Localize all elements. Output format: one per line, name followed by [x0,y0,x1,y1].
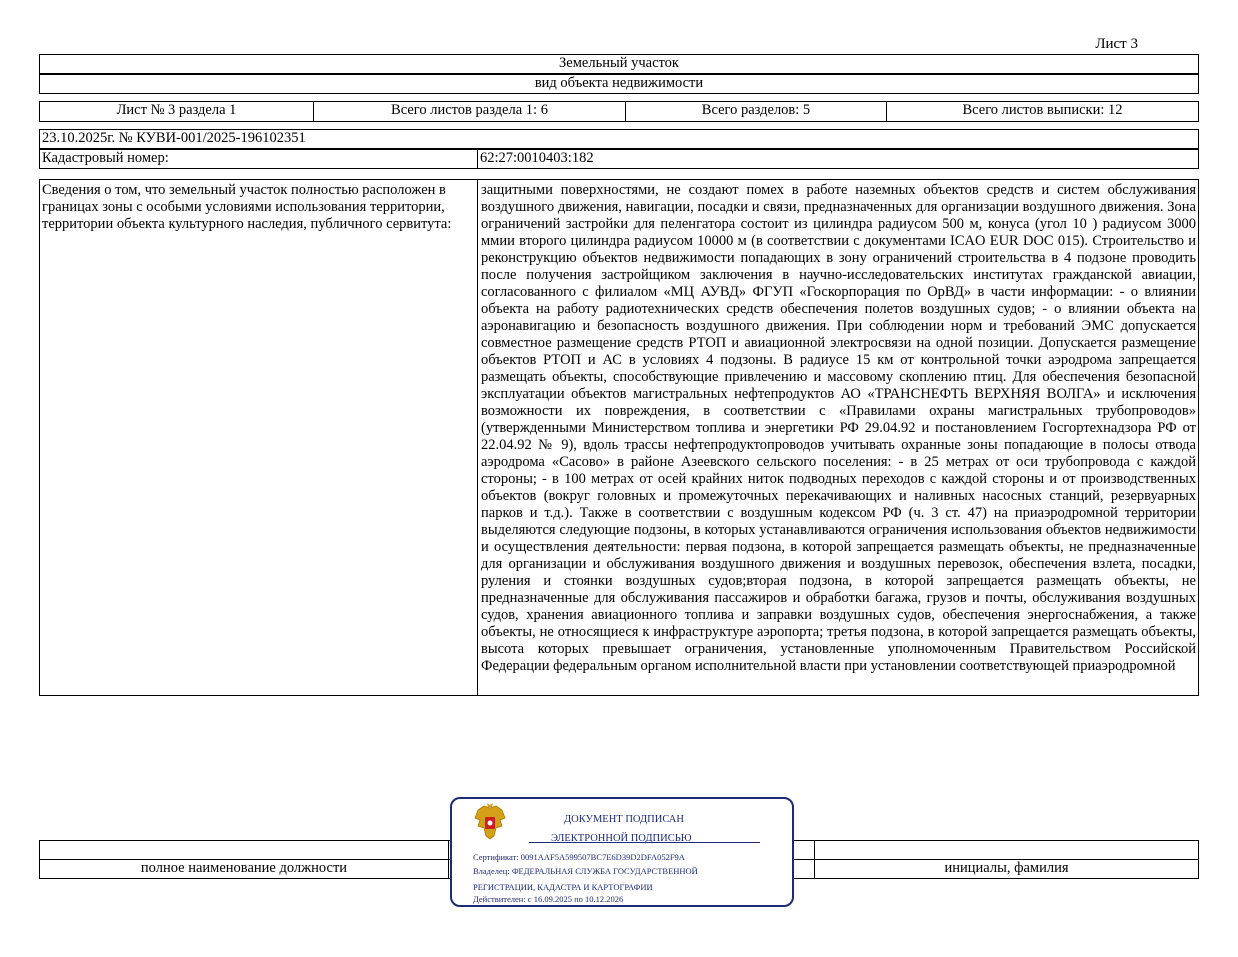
extract-date-number: 23.10.2025г. № КУВИ-001/2025-196102351 [39,129,1199,149]
stamp-owner-line1: Владелец: ФЕДЕРАЛЬНАЯ СЛУЖБА ГОСУДАРСТВЕННОЙ [473,866,698,876]
total-sections: Всего разделов: 5 [625,101,887,122]
total-sheets-extract: Всего листов выписки: 12 [886,101,1199,122]
electronic-signature-stamp [450,797,794,907]
signature-name-blank [814,840,1199,860]
object-type-caption: вид объекта недвижимости [39,74,1199,94]
coat-of-arms-icon [472,802,508,842]
cadastral-number-label: Кадастровый номер: [39,149,478,169]
zone-info-label: Сведения о том, что земельный участок полностью расположен в границах зоны с особыми условиями использования территории, территории объекта культурного наследия, публичного сервитута: [39,179,478,696]
object-title: Земельный участок [39,54,1199,74]
stamp-title-line1: ДОКУМЕНТ ПОДПИСАН [564,814,684,825]
sheet-number: Лист 3 [1095,36,1138,52]
stamp-validity: Действителен: с 16.09.2025 по 10.12.2026 [473,894,624,904]
stamp-owner-line2: РЕГИСТРАЦИИ, КАДАСТРА И КАРТОГРАФИИ [473,882,653,892]
stamp-certificate: Сертификат: 0091AAF5A599507BC7E6D39D2DFA052F9A [473,852,685,862]
stamp-title-line2: ЭЛЕКТРОННОЙ ПОДПИСЬЮ [551,833,692,844]
name-caption: инициалы, фамилия [814,859,1199,879]
position-caption: полное наименование должности [39,859,449,879]
sheet-of-section: Лист № 3 раздела 1 [39,101,314,122]
signature-position-blank [39,840,449,860]
zone-info-text: защитными поверхностями, не создают помех в работе наземных объектов средств и систем обслуживания воздушного движения, навигации, посадки и связи, предназначенных для организации воздушного движения. Зона ограничений застройки для пеленгатора состоит из цилиндра радиусом 500 м, конуса (угол 10 ) радиусом 3000 ммии второго цилиндра радиусом 10000 м (в соответствии с документами ICAO EUR DOC 015). Строительство и реконструкцию объектов недвижимости попадающих в зону ограничений строительства в 4 подзоне проводить после получения застройщиком заключения в научно-исследовательских институтах гражданской авиации, согласованного с филиалом «МЦ АУВД» ФГУП «Госкорпорация по ОрВД» в части информации: - о влиянии объекта на работу радиотехнических средств обеспечения полетов воздушных судов; - о влиянии объекта на аэронавигацию и безопасность воздушного движения. При соблюдении норм и требований ЭМС допускается совместное размещение средств РТОП и авиационной электросвязи на одной позиции. Допускается размещение объектов РТОП и АС в условиях 4 подзоны. В радиусе 15 км от контрольной точки аэродрома запрещается размещать объекты, способствующие привлечению и массовому скоплению птиц. Для обеспечения безопасной эксплуатации объектов магистральных нефтепродуктов АО «ТРАНСНЕФТЬ ВЕРХНЯЯ ВОЛГА» и исключения возможности их повреждения, в соответствии с «Правилами охраны магистральных трубопроводов» (утвержденными Министерством топлива и энергетики РФ 29.04.92 и постановлением Госгортехнадзора РФ от 22.04.92 № 9), вдоль трассы нефтепродуктопроводов учитывать охранные зоны попадающие в полосы отвода аэродрома «Сасово» в районе Азеевского сельского поселения: - в 25 метрах от оси трубопровода с каждой стороны; - в 100 метрах от осей крайних ниток подводных переходов с каждой стороны и от производственных объектов (вокруг головных и промежуточных перекачивающих и наливных насосных станций, резервуарных парков и т.д.). Также в соответствии с воздушным кодексом РФ (ч. 3 ст. 47) на приаэродромной территории выделяются следующие подзоны, в которых устанавливаются ограничения использования объектов недвижимости и осуществления деятельности: первая подзона, в которой запрещается размещать объекты, не предназначенные для организации и обслуживания воздушного движения и воздушных перевозок, обеспечения взлета, посадки, руления и стоянки воздушных судов;вторая подзона, в которой запрещается размещать объекты, не предназначенные для обслуживания пассажиров и обработки багажа, грузов и почты, обслуживания воздушных судов, хранения авиационного топлива и заправки воздушных судов, обеспечения энергоснабжения, а также объекты, не относящиеся к инфраструктуре аэропорта; третья подзона, в которой запрещается размещать объекты, высота которых превышает ограничения, установленные уполномоченным Правительством Российской Федерации федеральным органом исполнительной власти при установлении соответствующей приаэродромной [477,179,1199,696]
cadastral-number-value: 62:27:0010403:182 [477,149,1199,169]
total-sheets-section: Всего листов раздела 1: 6 [313,101,626,122]
